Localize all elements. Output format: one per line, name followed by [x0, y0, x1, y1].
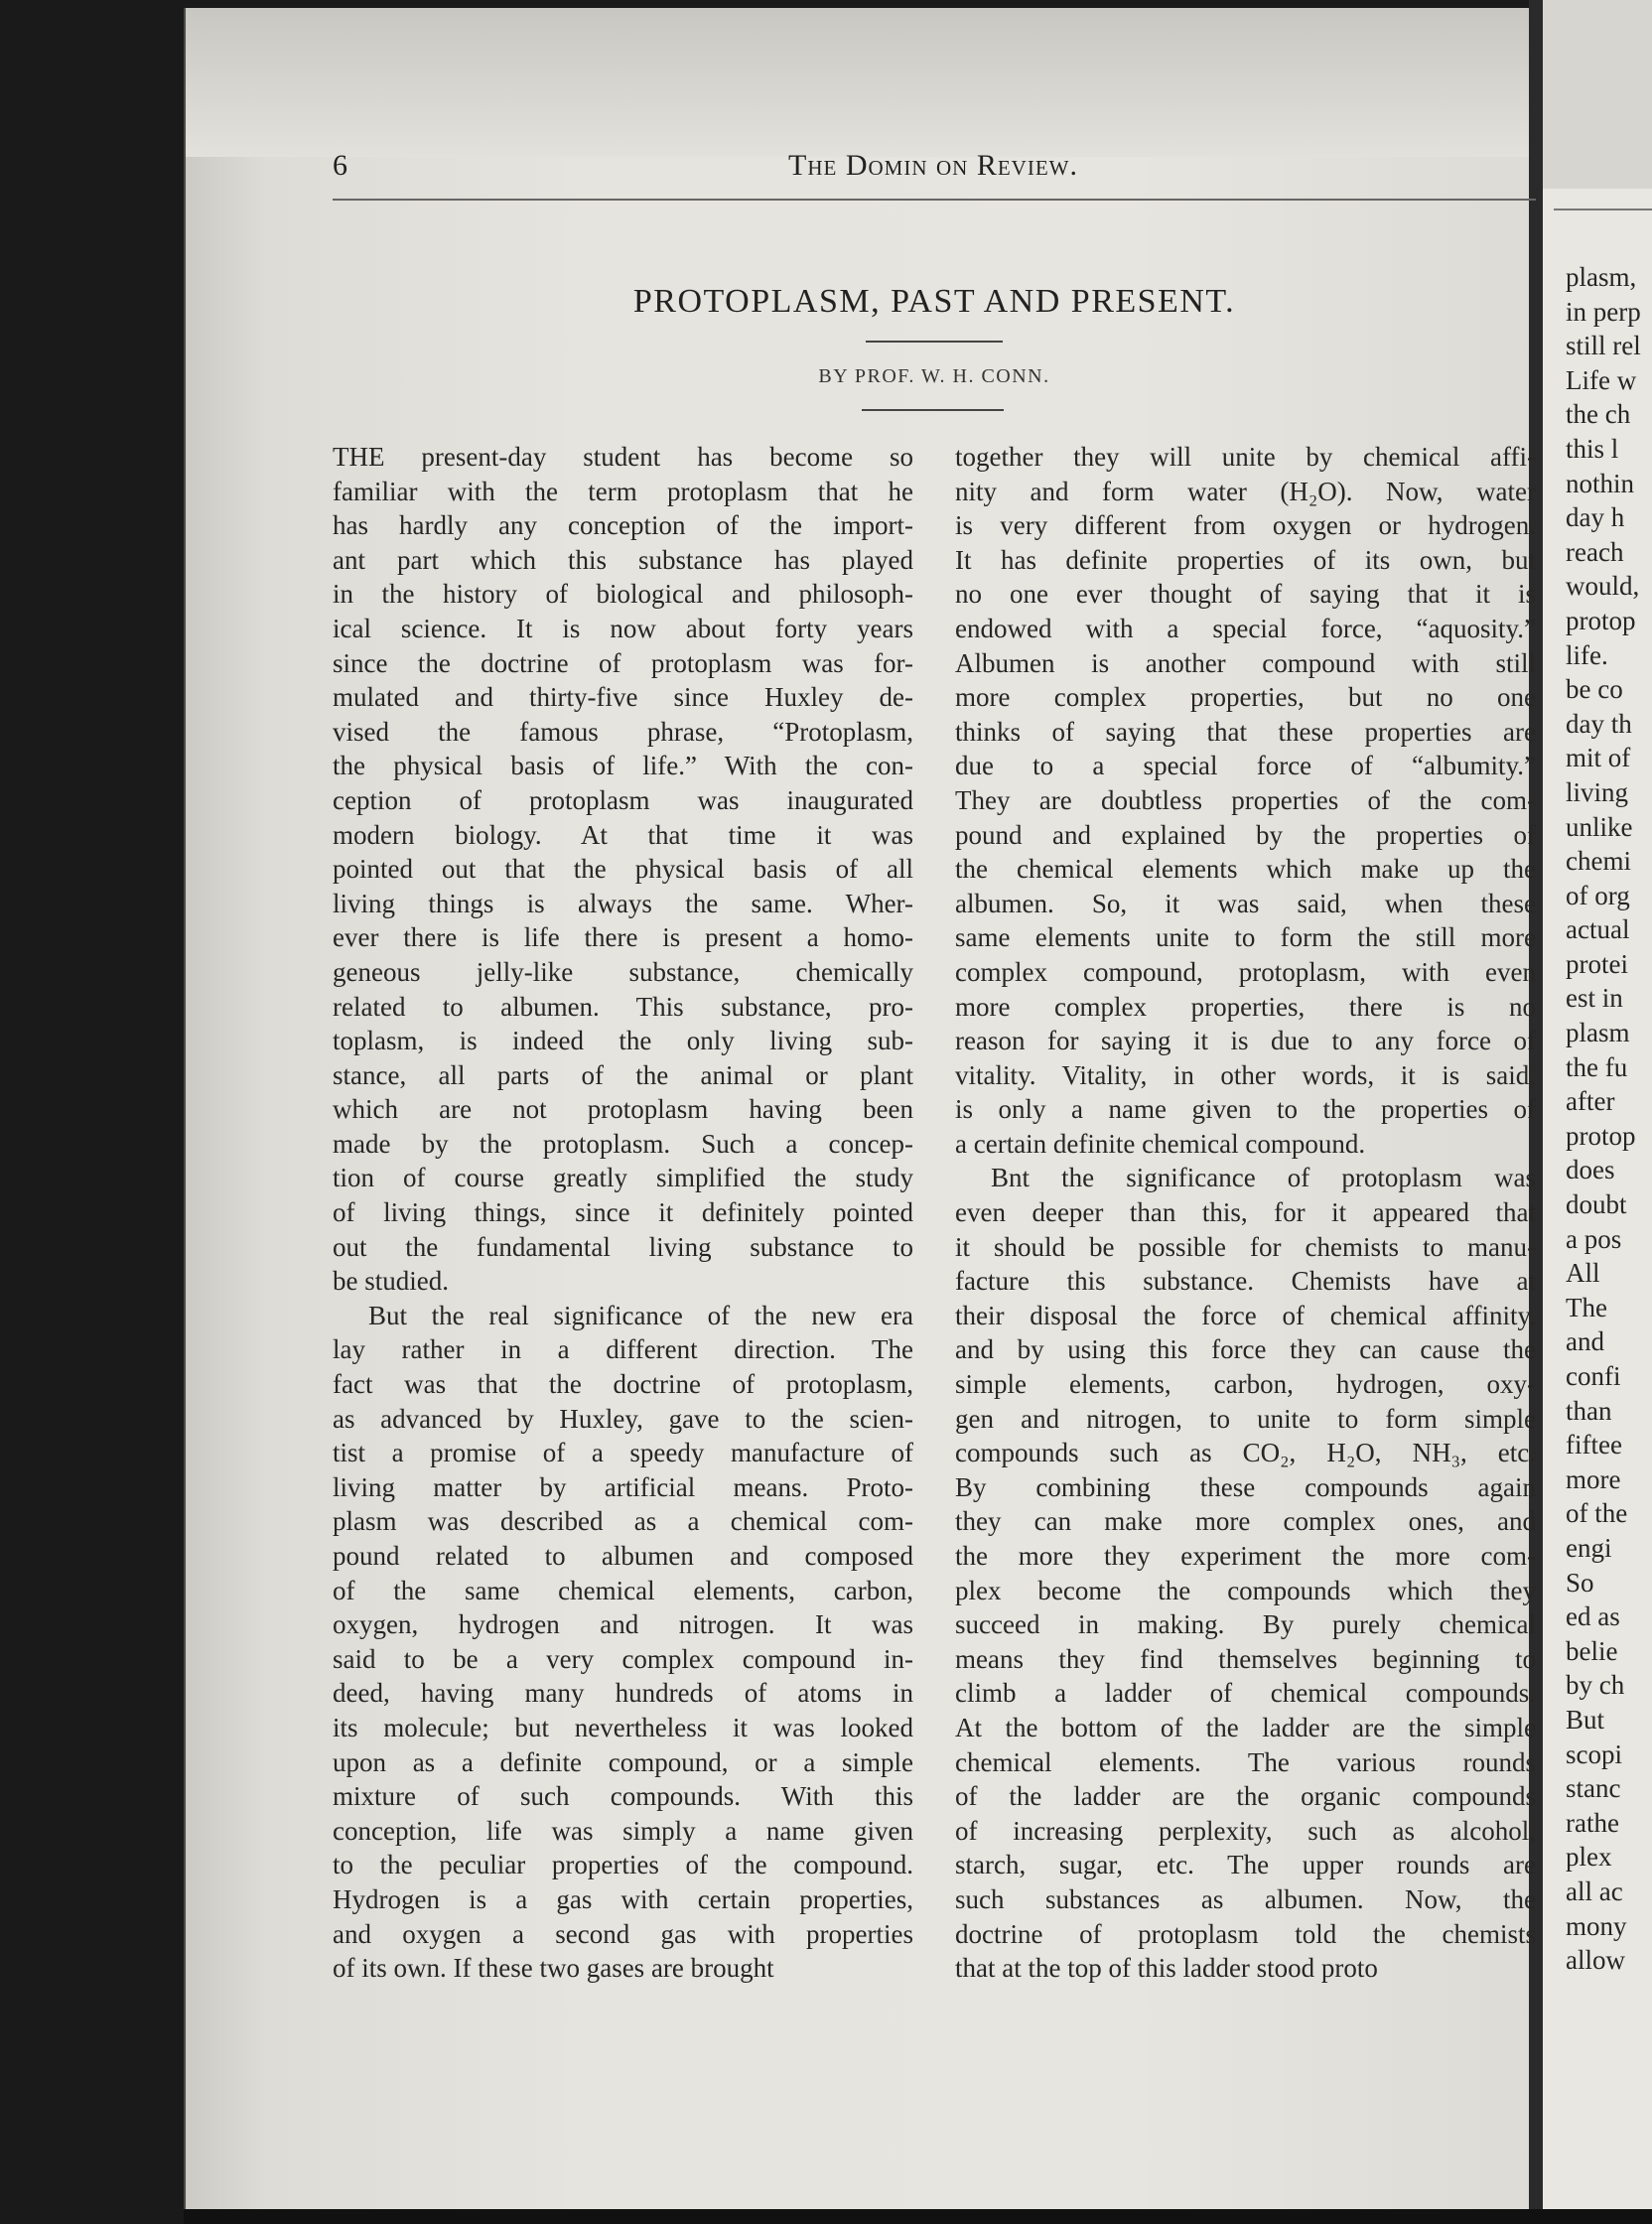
facing-page-rule	[1554, 208, 1652, 210]
text-line: Bnt the significance of protoplasm was	[991, 1163, 1536, 1193]
text-line: related to albumen. This substance, pro-	[333, 991, 913, 1022]
facing-page-text-fragments	[1566, 260, 1652, 1978]
text-line: even deeper than this, for it appeared that	[955, 1197, 1536, 1228]
fragment-line: confi	[1566, 1361, 1621, 1391]
fragment-line: of org	[1566, 880, 1630, 910]
text-line: since the doctrine of protoplasm was for-	[333, 647, 913, 678]
text-line: At the bottom of the ladder are the simple	[955, 1712, 1536, 1742]
middle-column	[955, 440, 1536, 1986]
fragment-line: a pos	[1566, 1223, 1622, 1254]
text-line: vitality. Vitality, in other words, it is said,	[955, 1059, 1536, 1090]
fragment-line: reach	[1566, 536, 1624, 567]
text-line: simple elements, carbon, hydrogen, oxy-	[955, 1369, 1536, 1400]
text-line: pointed out that the physical basis of all	[333, 854, 913, 885]
fragment-line: after	[1566, 1086, 1615, 1117]
fragment-line: protop	[1566, 1120, 1636, 1151]
text-line: more complex properties, but no one	[955, 682, 1536, 713]
text-line: stance, all parts of the animal or plant	[333, 1059, 913, 1090]
text-line: ant part which this substance has played	[333, 544, 913, 575]
text-line: its molecule; but nevertheless it was looked	[333, 1712, 913, 1742]
fragment-line: life.	[1566, 639, 1608, 670]
byline-rule	[862, 409, 1004, 411]
fragment-line: So	[1566, 1567, 1594, 1598]
fragment-line: in perp	[1566, 296, 1641, 327]
text-line: starch, sugar, etc. The upper rounds are	[955, 1850, 1536, 1880]
fragment-line: by ch	[1566, 1670, 1625, 1701]
text-line: complex compound, protoplasm, with even	[955, 956, 1536, 987]
fragment-line: the ch	[1566, 399, 1631, 430]
text-line: of living things, since it definitely pointed	[333, 1197, 913, 1228]
text-line: climb a ladder of chemical compounds.	[955, 1678, 1536, 1709]
running-title: The Domin on Review.	[788, 149, 1078, 182]
text-line: their disposal the force of chemical affinity,	[955, 1300, 1536, 1330]
text-line: THE present-day student has become so	[333, 442, 913, 472]
text-line: thinks of saying that these properties are	[955, 716, 1536, 747]
fragment-line: this l	[1566, 433, 1619, 464]
fragment-line: would,	[1566, 571, 1640, 602]
fragment-line: fiftee	[1566, 1430, 1622, 1460]
page-top-shading	[186, 8, 1541, 157]
fragment-line: of the	[1566, 1498, 1628, 1529]
fragment-line: and	[1566, 1326, 1604, 1357]
text-line: They are doubtless properties of the com-	[955, 784, 1536, 815]
text-line: mulated and thirty-five since Huxley de-	[333, 682, 913, 713]
text-line: made by the protoplasm. Such a concep-	[333, 1128, 913, 1159]
text-line: endowed with a special force, “aquosity.”	[955, 613, 1536, 643]
byline: BY PROF. W. H. CONN.	[818, 365, 1050, 387]
text-line: ever there is life there is present a homo-	[333, 922, 913, 953]
text-line: facture this substance. Chemists have at	[955, 1266, 1536, 1297]
text-line: living things is always the same. Wher-	[333, 888, 913, 918]
text-line: out the fundamental living substance to	[333, 1231, 913, 1262]
fragment-line: the fu	[1566, 1051, 1628, 1082]
text-line: It has definite properties of its own, but	[955, 544, 1536, 575]
fragment-line: allow	[1566, 1945, 1625, 1976]
text-line: nity and form water (H₂O). Now, water	[955, 476, 1536, 506]
text-line: vised the famous phrase, “Protoplasm,	[333, 716, 913, 747]
text-line: as advanced by Huxley, gave to the scien-	[333, 1403, 913, 1434]
fragment-line: plasm,	[1566, 262, 1637, 292]
text-line: is only a name given to the properties of	[955, 1094, 1536, 1125]
text-line: geneous jelly-like substance, chemically	[333, 956, 913, 987]
text-line: living matter by artificial means. Proto-	[333, 1471, 913, 1502]
text-line: Hydrogen is a gas with certain properties,	[333, 1883, 913, 1914]
text-line: said to be a very complex compound in-	[333, 1643, 913, 1674]
text-line: the chemical elements which make up the	[955, 854, 1536, 885]
text-line: they can make more complex ones, and	[955, 1506, 1536, 1537]
fragment-line: more	[1566, 1463, 1621, 1494]
text-line: toplasm, is indeed the only living sub-	[333, 1026, 913, 1056]
text-line: that at the top of this ladder stood proto	[955, 1953, 1378, 1984]
fragment-line: plex	[1566, 1842, 1612, 1873]
text-line: which are not protoplasm having been	[333, 1094, 913, 1125]
fragment-line: unlike	[1566, 811, 1633, 842]
text-line: and oxygen a second gas with properties	[333, 1918, 913, 1949]
text-line: tion of course greatly simplified the study	[333, 1163, 913, 1193]
text-line: plasm was described as a chemical com-	[333, 1506, 913, 1537]
text-line: the physical basis of life.” With the con-	[333, 751, 913, 781]
text-line: no one ever thought of saying that it is	[955, 579, 1536, 610]
text-line: compounds such as CO₂, H₂O, NH₃, etc.	[955, 1438, 1536, 1468]
text-line: of the same chemical elements, carbon,	[333, 1575, 913, 1605]
fragment-line: does	[1566, 1155, 1615, 1185]
text-line: By combining these compounds again	[955, 1471, 1536, 1502]
text-line: chemical elements. The various rounds	[955, 1746, 1536, 1777]
header-rule	[333, 199, 1536, 201]
text-line: But the real significance of the new era	[368, 1300, 913, 1330]
text-line: more complex properties, there is no	[955, 991, 1536, 1022]
text-line: has hardly any conception of the import-	[333, 510, 913, 541]
text-line: modern biology. At that time it was	[333, 819, 913, 850]
fragment-line: than	[1566, 1395, 1612, 1426]
text-line: to the peculiar properties of the compound.	[333, 1850, 913, 1880]
fragment-line: All	[1566, 1258, 1600, 1289]
text-line: succeed in making. By purely chemical	[955, 1609, 1536, 1640]
fragment-line: all ac	[1566, 1876, 1623, 1906]
text-line: due to a special force of “albumity.”	[955, 751, 1536, 781]
fragment-line: Life w	[1566, 364, 1637, 395]
text-line: oxygen, hydrogen and nitrogen. It was	[333, 1609, 913, 1640]
text-line: it should be possible for chemists to manu-	[955, 1231, 1536, 1262]
text-line: of increasing perplexity, such as alcohol,	[955, 1815, 1536, 1846]
fragment-line: rathe	[1566, 1807, 1619, 1838]
fragment-line: be co	[1566, 674, 1623, 705]
fragment-line: nothin	[1566, 468, 1635, 498]
fragment-line: day h	[1566, 502, 1625, 533]
text-line: a certain definite chemical compound.	[955, 1128, 1366, 1159]
fragment-line: plasm	[1566, 1018, 1630, 1048]
text-line: reason for saying it is due to any force of	[955, 1026, 1536, 1056]
fragment-line: ed as	[1566, 1601, 1620, 1632]
text-line: upon as a definite compound, or a simple	[333, 1746, 913, 1777]
title-rule	[866, 341, 1003, 343]
text-line: and by using this force they can cause the	[955, 1334, 1536, 1365]
page-number: 6	[333, 149, 347, 182]
fragment-line: protop	[1566, 605, 1636, 635]
fragment-line: scopi	[1566, 1738, 1622, 1769]
text-line: be studied.	[333, 1266, 449, 1297]
text-line: of the ladder are the organic compounds	[955, 1781, 1536, 1812]
text-line: ception of protoplasm was inaugurated	[333, 784, 913, 815]
left-column	[333, 440, 913, 1986]
fragment-line: mit of	[1566, 743, 1631, 773]
text-line: same elements unite to form the still more	[955, 922, 1536, 953]
text-line: fact was that the doctrine of protoplasm,	[333, 1369, 913, 1400]
facing-page-top	[1543, 0, 1652, 189]
fragment-line: mony	[1566, 1910, 1627, 1941]
fragment-line: est in	[1566, 983, 1623, 1014]
article-title: PROTOPLASM, PAST AND PRESENT.	[632, 283, 1236, 320]
text-line: albumen. So, it was said, when these	[955, 888, 1536, 918]
text-line: is very different from oxygen or hydrogen.	[955, 510, 1536, 541]
text-line: gen and nitrogen, to unite to form simple	[955, 1403, 1536, 1434]
fragment-line: doubt	[1566, 1189, 1627, 1220]
fragment-line: The	[1566, 1292, 1607, 1322]
text-line: in the history of biological and philosoph-	[333, 579, 913, 610]
text-line: of its own. If these two gases are brought	[333, 1953, 774, 1984]
fragment-line: actual	[1566, 914, 1630, 945]
bottom-edge	[184, 2209, 1652, 2224]
text-line: conception, life was simply a name given	[333, 1815, 913, 1846]
text-line: deed, having many hundreds of atoms in	[333, 1678, 913, 1709]
text-line: the more they experiment the more com-	[955, 1541, 1536, 1571]
text-line: plex become the compounds which they	[955, 1575, 1536, 1605]
text-line: Albumen is another compound with still	[955, 647, 1536, 678]
text-line: mixture of such compounds. With this	[333, 1781, 913, 1812]
fragment-line: But	[1566, 1704, 1605, 1735]
text-line: pound and explained by the properties of	[955, 819, 1536, 850]
fragment-line: protei	[1566, 948, 1628, 979]
text-line: familiar with the term protoplasm that he	[333, 476, 913, 506]
text-line: pound related to albumen and composed	[333, 1541, 913, 1571]
fragment-line: stanc	[1566, 1773, 1621, 1804]
text-line: tist a promise of a speedy manufacture of	[333, 1438, 913, 1468]
fragment-line: still rel	[1566, 331, 1641, 361]
text-line: together they will unite by chemical affi-	[955, 442, 1536, 472]
fragment-line: belie	[1566, 1635, 1618, 1666]
fragment-line: living	[1566, 776, 1629, 807]
text-line: means they find themselves beginning to	[955, 1643, 1536, 1674]
text-line: doctrine of protoplasm told the chemists	[955, 1918, 1536, 1949]
fragment-line: day th	[1566, 708, 1632, 739]
fragment-line: chemi	[1566, 846, 1631, 877]
text-line: ical science. It is now about forty years	[333, 613, 913, 643]
fragment-line: engi	[1566, 1532, 1612, 1563]
text-line: lay rather in a different direction. The	[333, 1334, 913, 1365]
text-line: such substances as albumen. Now, the	[955, 1883, 1536, 1914]
